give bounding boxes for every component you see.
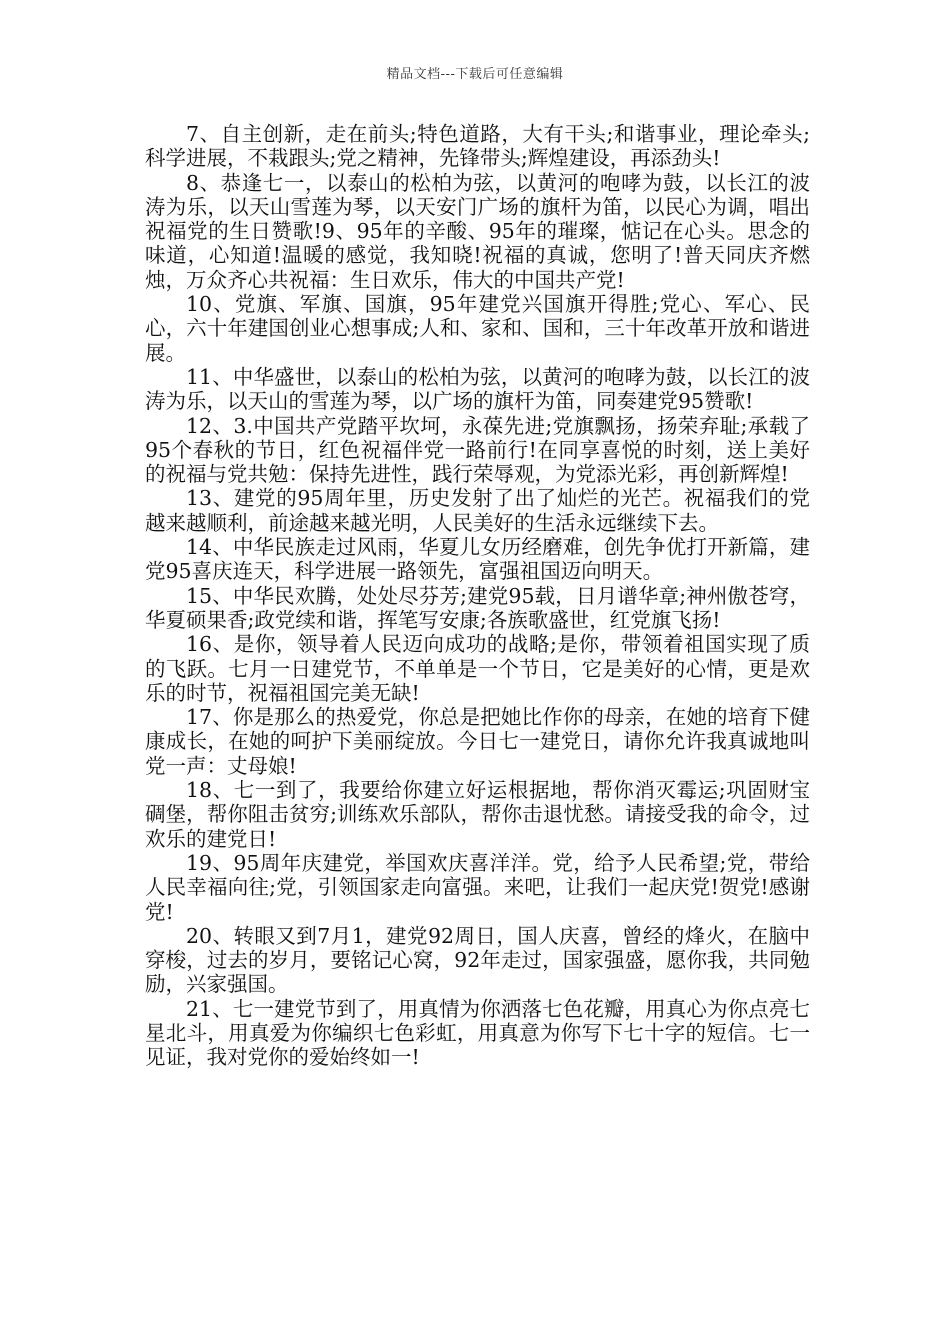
page-header: 精品文档---下载后可任意编辑 [386,67,564,82]
paragraph-8-9: 8、恭逢七一，以泰山的松柏为弦，以黄河的咆哮为鼓，以长江的波涛为乐，以天山雪莲为琴，以天安门广场的旗杆为笛，以民心为调，唱出祝福党的生日赞歌!9、95年的辛酸、95年的璀璨，惦记在心头。思念的味道，心知道!温暖的感觉，我知晓!祝福的真诚，您明了!普天同庆齐燃烛，万众齐心共祝福：生日欢乐，伟大的中国共产党! [145,170,810,292]
paragraph-21: 21、七一建党节到了，用真情为你洒落七色花瓣，用真心为你点亮七星北斗，用真爱为你编织七色彩虹，用真意为你写下七十字的短信。七一见证，我对党你的爱始终如一! [145,996,810,1070]
paragraph-14: 14、中华民族走过风雨，华夏儿女历经磨难，创先争优打开新篇，建党95喜庆连天，科学进展一路领先，富强祖国迈向明天。 [145,535,810,584]
paragraph-13: 13、建党的95周年里，历史发射了出了灿烂的光芒。祝福我们的党越来越顺利，前途越来越光明，人民美好的生活永远继续下去。 [145,486,810,535]
document-body [145,122,810,1070]
paragraph-7: 7、自主创新，走在前头;特色道路，大有干头;和谐事业，理论牵头;科学进展，不栽跟头;党之精神，先锋带头;辉煌建设，再添劲头! [145,122,810,171]
paragraph-20: 20、转眼又到7月1，建党92周日，国人庆喜，曾经的烽火，在脑中穿梭，过去的岁月，要铭记心窝，92年走过，国家强盛，愿你我，共同勉励，兴家强国。 [145,923,810,997]
paragraph-10: 10、党旗、军旗、国旗，95年建党兴国旗开得胜;党心、军心、民心，六十年建国创业心想事成;人和、家和、国和，三十年改革开放和谐进展。 [145,292,810,365]
paragraph-19: 19、95周年庆建党，举国欢庆喜洋洋。党，给予人民希望;党，带给人民幸福向往;党，引领国家走向富强。来吧，让我们一起庆党!贺党!感谢党! [145,850,810,924]
paragraph-16: 16、是你，领导着人民迈向成功的战略;是你，带领着祖国实现了质的飞跃。七月一日建党节，不单单是一个节日，它是美好的心情，更是欢乐的时节，祝福祖国完美无缺! [145,632,810,705]
paragraph-12: 12、3.中国共产党踏平坎坷，永葆先进;党旗飘扬，扬荣弃耻;承载了95个春秋的节日，红色祝福伴党一路前行!在同享喜悦的时刻，送上美好的祝福与党共勉：保持先进性，践行荣辱观，为党添光彩，再创新辉煌! [145,413,810,487]
paragraph-17: 17、你是那么的热爱党，你总是把她比作你的母亲，在她的培育下健康成长，在她的呵护下美丽绽放。今日七一建党日，请你允许我真诚地叫党一声：丈母娘! [145,705,810,778]
paragraph-15: 15、中华民欢腾，处处尽芬芳;建党95载，日月谱华章;神州傲苍穹，华夏硕果香;政党续和谐，挥笔写安康;各族歌盛世，红党旗飞扬! [145,583,810,632]
paragraph-18: 18、七一到了，我要给你建立好运根据地，帮你消灭霉运;巩固财宝碉堡，帮你阻击贫穷;训练欢乐部队，帮你击退忧愁。请接受我的命令，过欢乐的建党日! [145,778,810,851]
paragraph-11: 11、中华盛世，以泰山的松柏为弦，以黄河的咆哮为鼓，以长江的波涛为乐，以天山的雪莲为琴，以广场的旗杆为笛，同奏建党95赞歌! [145,364,810,414]
